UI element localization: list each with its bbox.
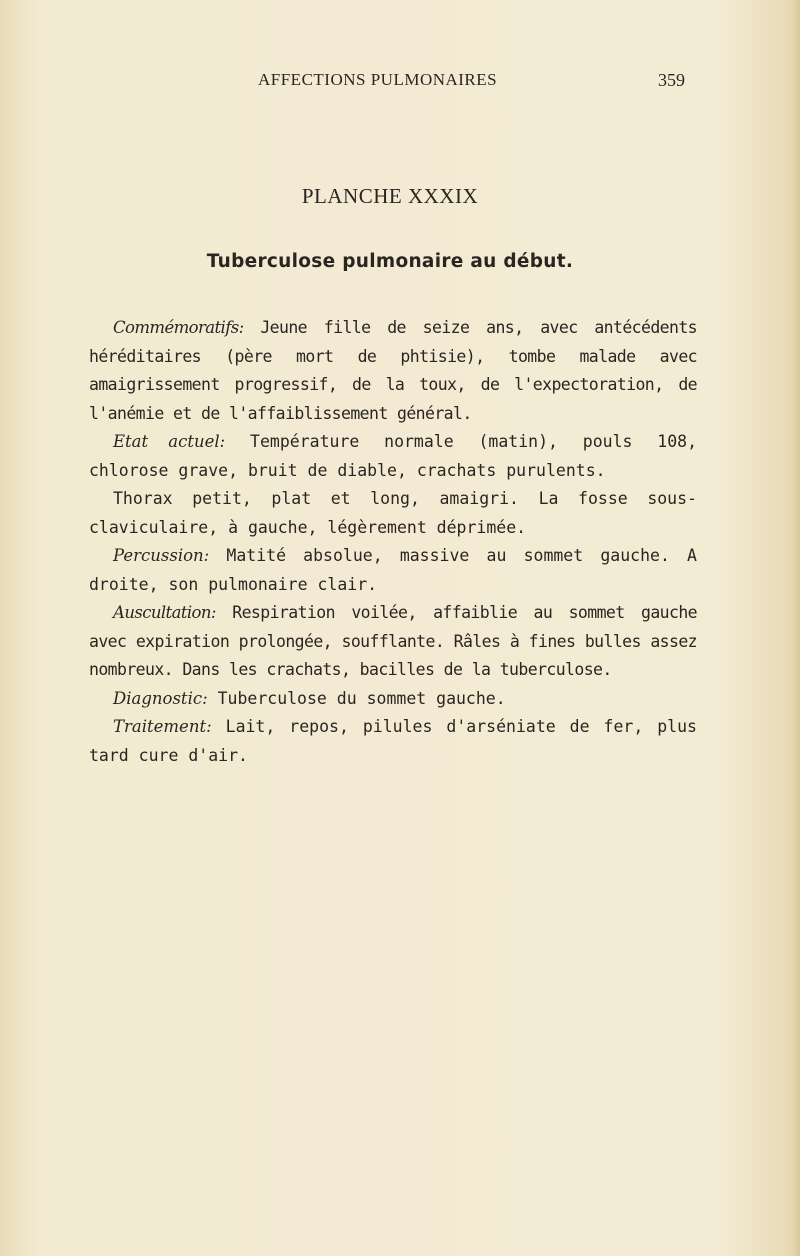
section-text: Température normale (matin), pouls 108, chlorose grave, bruit de diable, crachats purulents. <box>89 432 697 480</box>
plate-heading: PLANCHE XXXIX <box>301 184 479 208</box>
paragraph-percussion <box>89 542 697 599</box>
paragraph-auscultation <box>89 599 697 685</box>
section-text: Tuberculose du sommet gauche. <box>207 688 506 708</box>
section-label: Diagnostic: <box>113 688 208 708</box>
paragraph-traitement <box>89 713 697 770</box>
paragraph-diagnostic <box>89 685 697 714</box>
section-text: Jeune fille de seize ans, avec antécédents héréditaires (père mort de phtisie), tombe malade avec amaigrissement progressif, de la toux, de l'expectoration, de l'anémie et de l'affaiblissement général. <box>89 318 697 423</box>
section-label: Etat actuel: <box>113 432 226 451</box>
section-label: Traitement: <box>113 717 212 736</box>
section-text: Lait, repos, pilules d'arséniate de fer, plus tard cure d'air. <box>89 717 697 765</box>
page-number: 359 <box>658 70 685 90</box>
section-text: Thorax petit, plat et long, amaigri. La fosse sous-claviculaire, à gauche, légèrement déprimée. <box>89 489 697 537</box>
paragraph-thorax <box>89 485 697 542</box>
case-description <box>89 314 697 770</box>
page-title: Tuberculose pulmonaire au début. <box>206 251 574 272</box>
paragraph-commemoratifs <box>89 314 697 428</box>
section-text: Respiration voilée, affaiblie au sommet gauche avec expiration prolongée, soufflante. Râles à fines bulles assez nombreux. Dans les crachats, bacilles de la tuberculose. <box>89 603 697 679</box>
section-label: Percussion: <box>113 546 210 565</box>
running-title: AFFECTIONS PULMONAIRES <box>258 70 498 89</box>
section-text: Matité absolue, massive au sommet gauche. A droite, son pulmonaire clair. <box>89 546 697 594</box>
section-label: Commémoratifs: <box>113 318 244 337</box>
section-label: Auscultation: <box>113 603 216 622</box>
paragraph-etat-actuel <box>89 428 697 485</box>
